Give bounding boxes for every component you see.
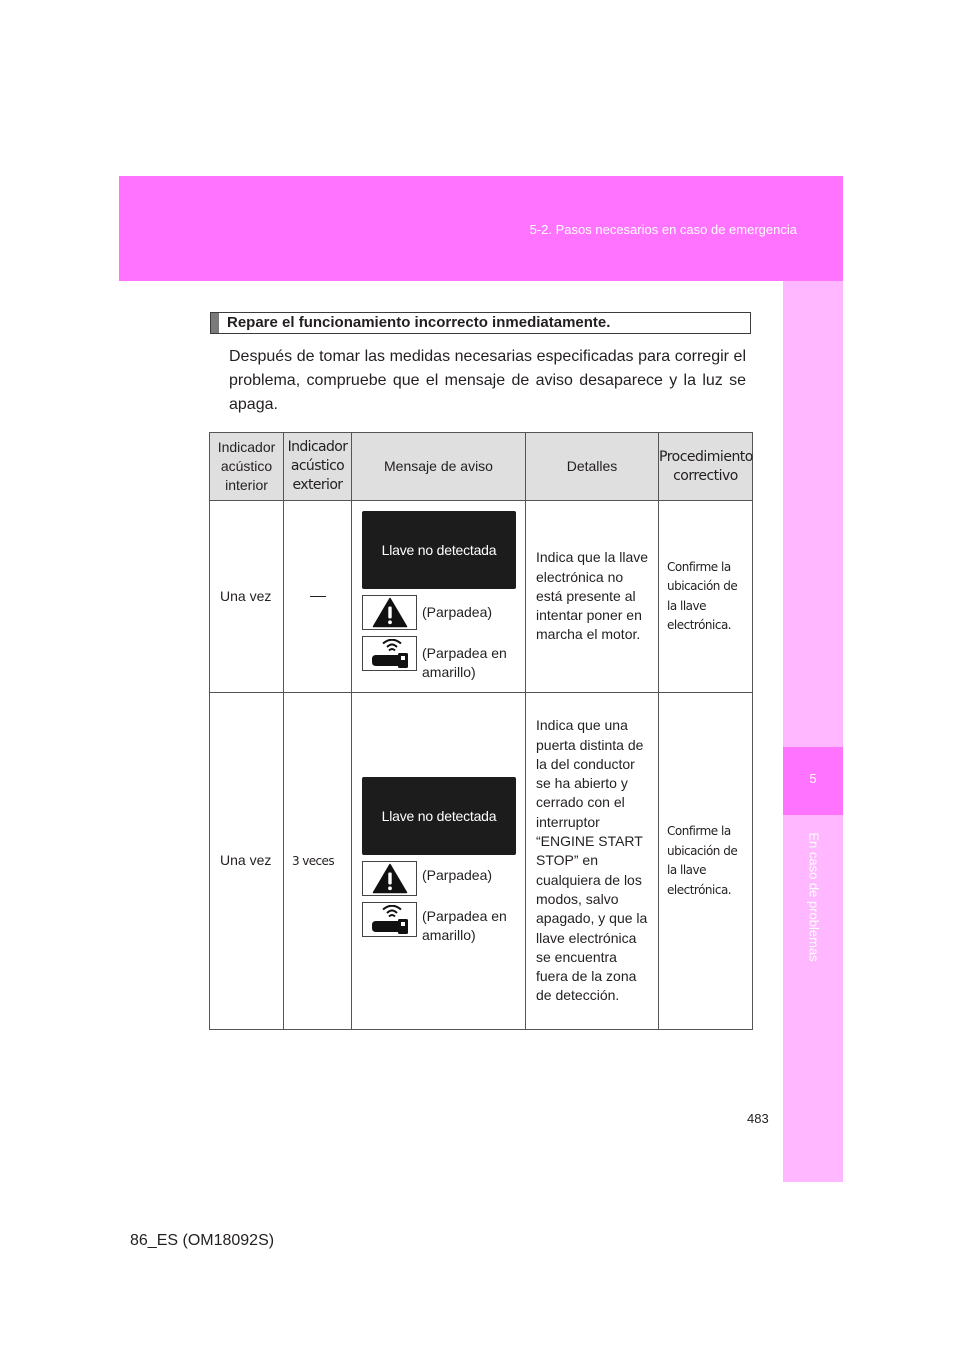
warning-indicator-label: (Parpadea) bbox=[422, 867, 493, 883]
interior-buzzer-cell: Una vez bbox=[210, 693, 284, 1030]
key-indicator-label: (Parpadea en amarillo) bbox=[422, 645, 507, 680]
header-interior-buzzer: Indicador acústico interior bbox=[210, 433, 284, 501]
exterior-buzzer-cell: 3 veces bbox=[284, 693, 352, 1030]
header-corrective-procedure: Procedimiento correctivo bbox=[659, 433, 753, 501]
multi-info-display bbox=[362, 511, 516, 589]
key-indicator-label: (Parpadea en amarillo) bbox=[422, 908, 507, 943]
table-row bbox=[210, 693, 753, 1030]
table-header-row bbox=[210, 433, 753, 501]
display-message: Llave no detectada bbox=[381, 542, 497, 558]
smart-key-wave-icon bbox=[362, 902, 417, 937]
warning-message-cell bbox=[352, 501, 526, 693]
header-exterior-buzzer: Indicador acústico exterior bbox=[284, 433, 352, 501]
intro-paragraph: Después de tomar las medidas necesarias especificadas para corregir el problema, compruebe que el mensaje de aviso desaparece y la luz se apaga. bbox=[229, 348, 746, 413]
procedure-cell: Confirme la ubicación de la llave electrónica. bbox=[659, 501, 753, 693]
exterior-buzzer-dash bbox=[310, 596, 326, 597]
warning-table bbox=[209, 432, 753, 1030]
interior-buzzer-cell: Una vez bbox=[210, 501, 284, 693]
chapter-title-tab bbox=[784, 827, 844, 977]
chapter-title: En caso de problemas bbox=[806, 832, 822, 962]
multi-info-display bbox=[362, 777, 516, 855]
warning-indicator-label: (Parpadea) bbox=[422, 604, 493, 620]
subheading-text: Repare el funcionamiento incorrecto inmediatamente. bbox=[227, 314, 611, 331]
smart-key-indicator bbox=[362, 636, 517, 682]
warning-message-cell bbox=[352, 693, 526, 1030]
display-message: Llave no detectada bbox=[381, 808, 497, 824]
header-details: Detalles bbox=[526, 433, 659, 501]
procedure-cell: Confirme la ubicación de la llave electrónica. bbox=[659, 693, 753, 1030]
section-title: 5-2. Pasos necesarios en caso de emergencia bbox=[529, 222, 797, 237]
footer-code: 86_ES (OM18092S) bbox=[130, 1232, 275, 1249]
page-number: 483 bbox=[747, 1111, 769, 1126]
details-cell: Indica que la llave electrónica no está presente al intentar poner en marcha el motor. bbox=[526, 501, 659, 693]
subheading-bar bbox=[211, 313, 219, 333]
subheading-box bbox=[210, 312, 751, 334]
details-cell: Indica que una puerta distinta de la del conductor se ha abierto y cerrado con el interruptor “ENGINE START STOP” en cualquiera de los modos, salvo apagado, y que la llave electrónica se encuentra fuera de la zona de detección. bbox=[526, 693, 659, 1030]
exterior-buzzer-cell bbox=[284, 501, 352, 693]
header-warning-message: Mensaje de aviso bbox=[352, 433, 526, 501]
side-tab-top bbox=[783, 281, 843, 747]
warning-triangle-icon bbox=[362, 861, 417, 896]
warning-triangle-icon bbox=[362, 595, 417, 630]
master-warning-indicator bbox=[362, 595, 517, 630]
smart-key-indicator bbox=[362, 902, 517, 945]
smart-key-wave-icon bbox=[362, 636, 417, 671]
table-row bbox=[210, 501, 753, 693]
master-warning-indicator bbox=[362, 861, 517, 896]
header-band bbox=[119, 176, 843, 281]
chapter-tab[interactable] bbox=[783, 747, 843, 815]
chapter-number: 5 bbox=[809, 771, 817, 786]
